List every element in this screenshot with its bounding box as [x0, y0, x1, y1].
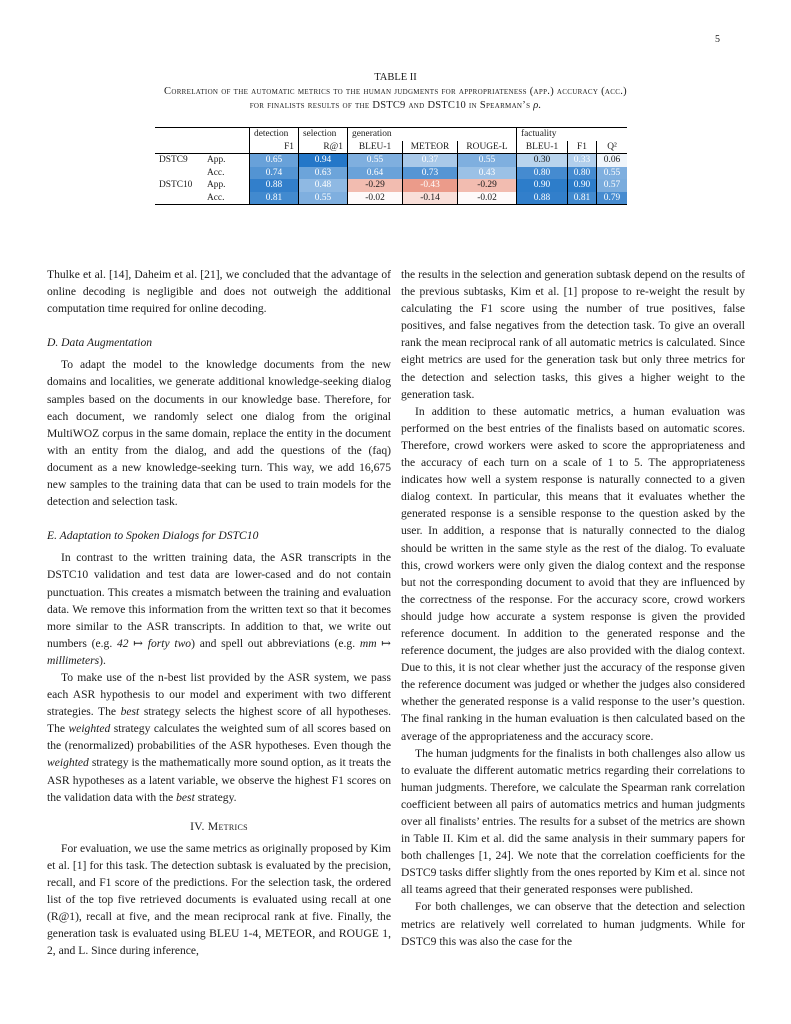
term-best: best	[120, 705, 140, 719]
paragraph: Thulke et al. [14], Daheim et al. [21], we concluded that the advantage of online decoding is negligible and does not outweigh the additional computation time required for online decoding.	[47, 268, 391, 316]
paragraph: To adapt the model to the knowledge documents from the new domains and localities, we generate additional knowledge-seeking dialog samples based on the documents in our knowledge base. Therefore, for each document, we randomly select one dialog from the original MultiWOZ corpus in the same domain, replace the entity in the document with an entity from the dialog, and add the questions of the (faq) document as a new knowledge-seeking turn. This way, we add 16,675 new samples to the training data that can be used to train models for the detection and selection task.	[47, 358, 391, 509]
table-column-header-row	[155, 141, 627, 154]
cell: -0.29	[458, 179, 517, 192]
group-factuality: factuality	[517, 128, 628, 141]
term-weighted: weighted	[47, 756, 89, 770]
caption-rho: ρ.	[533, 100, 542, 111]
text-span: strategy is the mathematically more sound option, as it treats the ASR hypotheses as a latent variable, we observe the highest F1 scores on the validation data with the	[47, 756, 391, 804]
col-header: BLEU-1	[348, 141, 403, 154]
cell: 0.88	[250, 179, 299, 192]
cell: 0.65	[250, 154, 299, 167]
row-dataset: DSTC10	[159, 180, 193, 191]
row-metric: Acc.	[207, 167, 225, 178]
cell: 0.43	[458, 167, 517, 180]
table-row	[155, 179, 627, 192]
table-row	[155, 167, 627, 180]
cell: -0.02	[348, 192, 403, 205]
cell: 0.64	[348, 167, 403, 180]
cell: 0.55	[458, 154, 517, 167]
caption-line-2b: in Spearman’s	[465, 100, 534, 111]
table-row	[155, 154, 627, 167]
example-abbreviation: mm ↦ millimeters	[47, 636, 392, 667]
right-column	[401, 266, 745, 950]
cell: 0.90	[568, 179, 597, 192]
cell: 0.48	[299, 179, 348, 192]
section-heading-spoken-dialogs: E. Adaptation to Spoken Dialogs for DSTC10	[47, 529, 259, 543]
row-metric: Acc.	[203, 192, 250, 205]
group-detection: detection	[250, 128, 299, 141]
row-dataset: DSTC9	[159, 155, 188, 166]
group-generation: generation	[348, 128, 517, 141]
paragraph	[47, 669, 391, 806]
cell: -0.02	[458, 192, 517, 205]
paragraph: the results in the selection and generation subtask depend on the results of the previous subtasks, Kim et al. [1] propose to re-weight the result by calculating the F1 score using the number of true positives, false positives, and false negatives from the detection task. To give an overall rank the mean reciprocal rank of all automatic metrics is calculated. Since eight metrics are used for the generation task but only three metrics for the detection and selection tasks, this gives a higher weight to the generation task.	[401, 268, 745, 401]
correlation-table	[155, 127, 627, 205]
cell: -0.29	[348, 179, 403, 192]
cell: 0.81	[568, 192, 597, 205]
col-header: F1	[568, 141, 597, 154]
row-metric: App.	[207, 155, 226, 166]
term-weighted: weighted	[68, 722, 111, 736]
caption-dstc9: DSTC9	[372, 100, 406, 111]
caption-and: and	[405, 100, 428, 111]
cell: 0.30	[517, 154, 568, 167]
row-dataset	[155, 192, 203, 205]
paragraph: For evaluation, we use the same metrics as originally proposed by Kim et al. [1] for this task. The detection subtask is evaluated by the precision, recall, and F1 score of the predictions. For the selection task, the ordered list of the top five retrieved documents is evaluated using recall at one (R@1), recall at five, and the mean reciprocal rank at five. Finally, the generation task is evaluated using BLEU 1-4, METEOR, and ROUGE 1, 2, and L. Since during inference,	[47, 841, 391, 958]
text-span: strategy calculates the weighted sum of all scores based on the (renormalized) probabilities of the ASR hypotheses. Even though the	[47, 722, 391, 753]
term-best: best	[176, 790, 195, 804]
text-span: To make use of the n-best list provided by the ASR system, we pass each ASR hypothesis to our model and experiment with two different strategies. The	[47, 670, 391, 719]
table-label: TABLE II	[374, 72, 417, 83]
cell: 0.73	[403, 167, 458, 180]
cell: 0.55	[348, 154, 403, 167]
cell: 0.94	[299, 154, 348, 167]
caption-dstc10: DSTC10	[427, 100, 466, 111]
cell: 0.06	[597, 154, 628, 167]
caption-line-2a: for finalists results of the	[249, 100, 373, 111]
cell: -0.43	[403, 179, 458, 192]
left-column	[47, 266, 391, 959]
section-number: IV.	[190, 819, 208, 833]
row-dataset	[155, 167, 203, 180]
col-header: BLEU-1	[517, 141, 568, 154]
cell: 0.55	[597, 167, 628, 180]
example-number: 42 ↦ forty two	[116, 636, 192, 650]
paragraph: For both challenges, we can observe that the detection and selection metrics are relatively well correlated to human judgments. While for DSTC9 this was also the case for the	[401, 900, 745, 948]
col-header: Q²	[597, 141, 628, 154]
section-heading-data-augmentation: D. Data Augmentation	[47, 336, 153, 350]
row-metric: App.	[207, 180, 226, 191]
cell: 0.80	[568, 167, 597, 180]
col-header: ROUGE-L	[458, 141, 517, 154]
paragraph	[47, 549, 391, 669]
group-selection: selection	[299, 128, 348, 141]
section-title: Metrics	[207, 819, 248, 833]
caption-line-2	[60, 99, 731, 113]
section-heading-metrics	[47, 818, 391, 835]
cell: 0.74	[250, 167, 299, 180]
text-span: In contrast to the written training data, the ASR transcripts in the DSTC10 validation and test data are lower-cased and do not contain punctuation. This creates a mismatch between the training and evaluation data. We remove this information from the written text so that it becomes more similar to the ASR transcripts. In addition to that, we write out numbers (e.g.	[47, 551, 391, 650]
cell: 0.80	[517, 167, 568, 180]
cell: 0.37	[403, 154, 458, 167]
table-group-header-row	[155, 128, 627, 141]
cell: 0.55	[299, 192, 348, 205]
cell: 0.63	[299, 167, 348, 180]
cell: 0.57	[597, 179, 628, 192]
table-caption	[60, 71, 731, 113]
text-span: ) and spell out abbreviations (e.g.	[191, 636, 360, 650]
paragraph: The human judgments for the finalists in both challenges also allow us to evaluate the different automatic metrics regarding their correlations to human judgments. Therefore, we calculate the Spearman rank correlation coefficient between all pairs of automatics metrics and human judgments over all finalists’ entries. The results for a subset of the metrics are shown in Table II. Kim et al. did the same analysis in their summary papers for both challenges [1, 24]. We note that the correlation coefficients for the DSTC9 tasks differ slightly from the ones reported by Kim et al. since not all teams agreed that their generated responses were published.	[401, 746, 745, 897]
text-span: strategy.	[194, 790, 237, 804]
col-header: METEOR	[403, 141, 458, 154]
cell: 0.33	[568, 154, 597, 167]
cell: 0.88	[517, 192, 568, 205]
col-header: F1	[250, 141, 299, 154]
paragraph: In addition to these automatic metrics, a human evaluation was performed on the best entries of the finalists based on automatic scores. Therefore, crowd workers were asked to score the appropriateness and the accuracy of each turn on a scale of 1 to 5. The appropriateness indicates how well a system response is naturally connected to a given dialog context. In particular, this means that it evaluates whether the generated response is a sensible response to the question asked by the user. In addition, a response that is naturally connected to the dialog should be written in the same style as the rest of the dialog. To evaluate this, crowd workers were only given the dialog context and the response but not the corresponding document to avoid that they are influenced by the correctness of the response. For the accuracy score, crowd workers should judge how accurate a system response is given the provided reference document. In addition to the generated response and the reference document, the judges are also provided with the dialog context. Due to this, it is not clear whether just the accuracy of the response given the reference document was judged or whether the judges also considered whether the generated response is a valid response to the user’s question. The final ranking in the human evaluation is then calculated based on the average of the appropriateness and the accuracy score.	[401, 404, 745, 743]
page-number: 5	[715, 34, 720, 45]
cell: 0.90	[517, 179, 568, 192]
cell: -0.14	[403, 192, 458, 205]
caption-line-1: Correlation of the automatic metrics to the human judgments for appropriateness (app.) accuracy (acc.)	[164, 86, 627, 97]
table-row	[155, 192, 627, 205]
cell: 0.79	[597, 192, 628, 205]
text-span: ).	[99, 653, 106, 667]
col-header: R@1	[299, 141, 348, 154]
text-span: strategy selects the highest score of all hypotheses. The	[47, 705, 392, 736]
cell: 0.81	[250, 192, 299, 205]
